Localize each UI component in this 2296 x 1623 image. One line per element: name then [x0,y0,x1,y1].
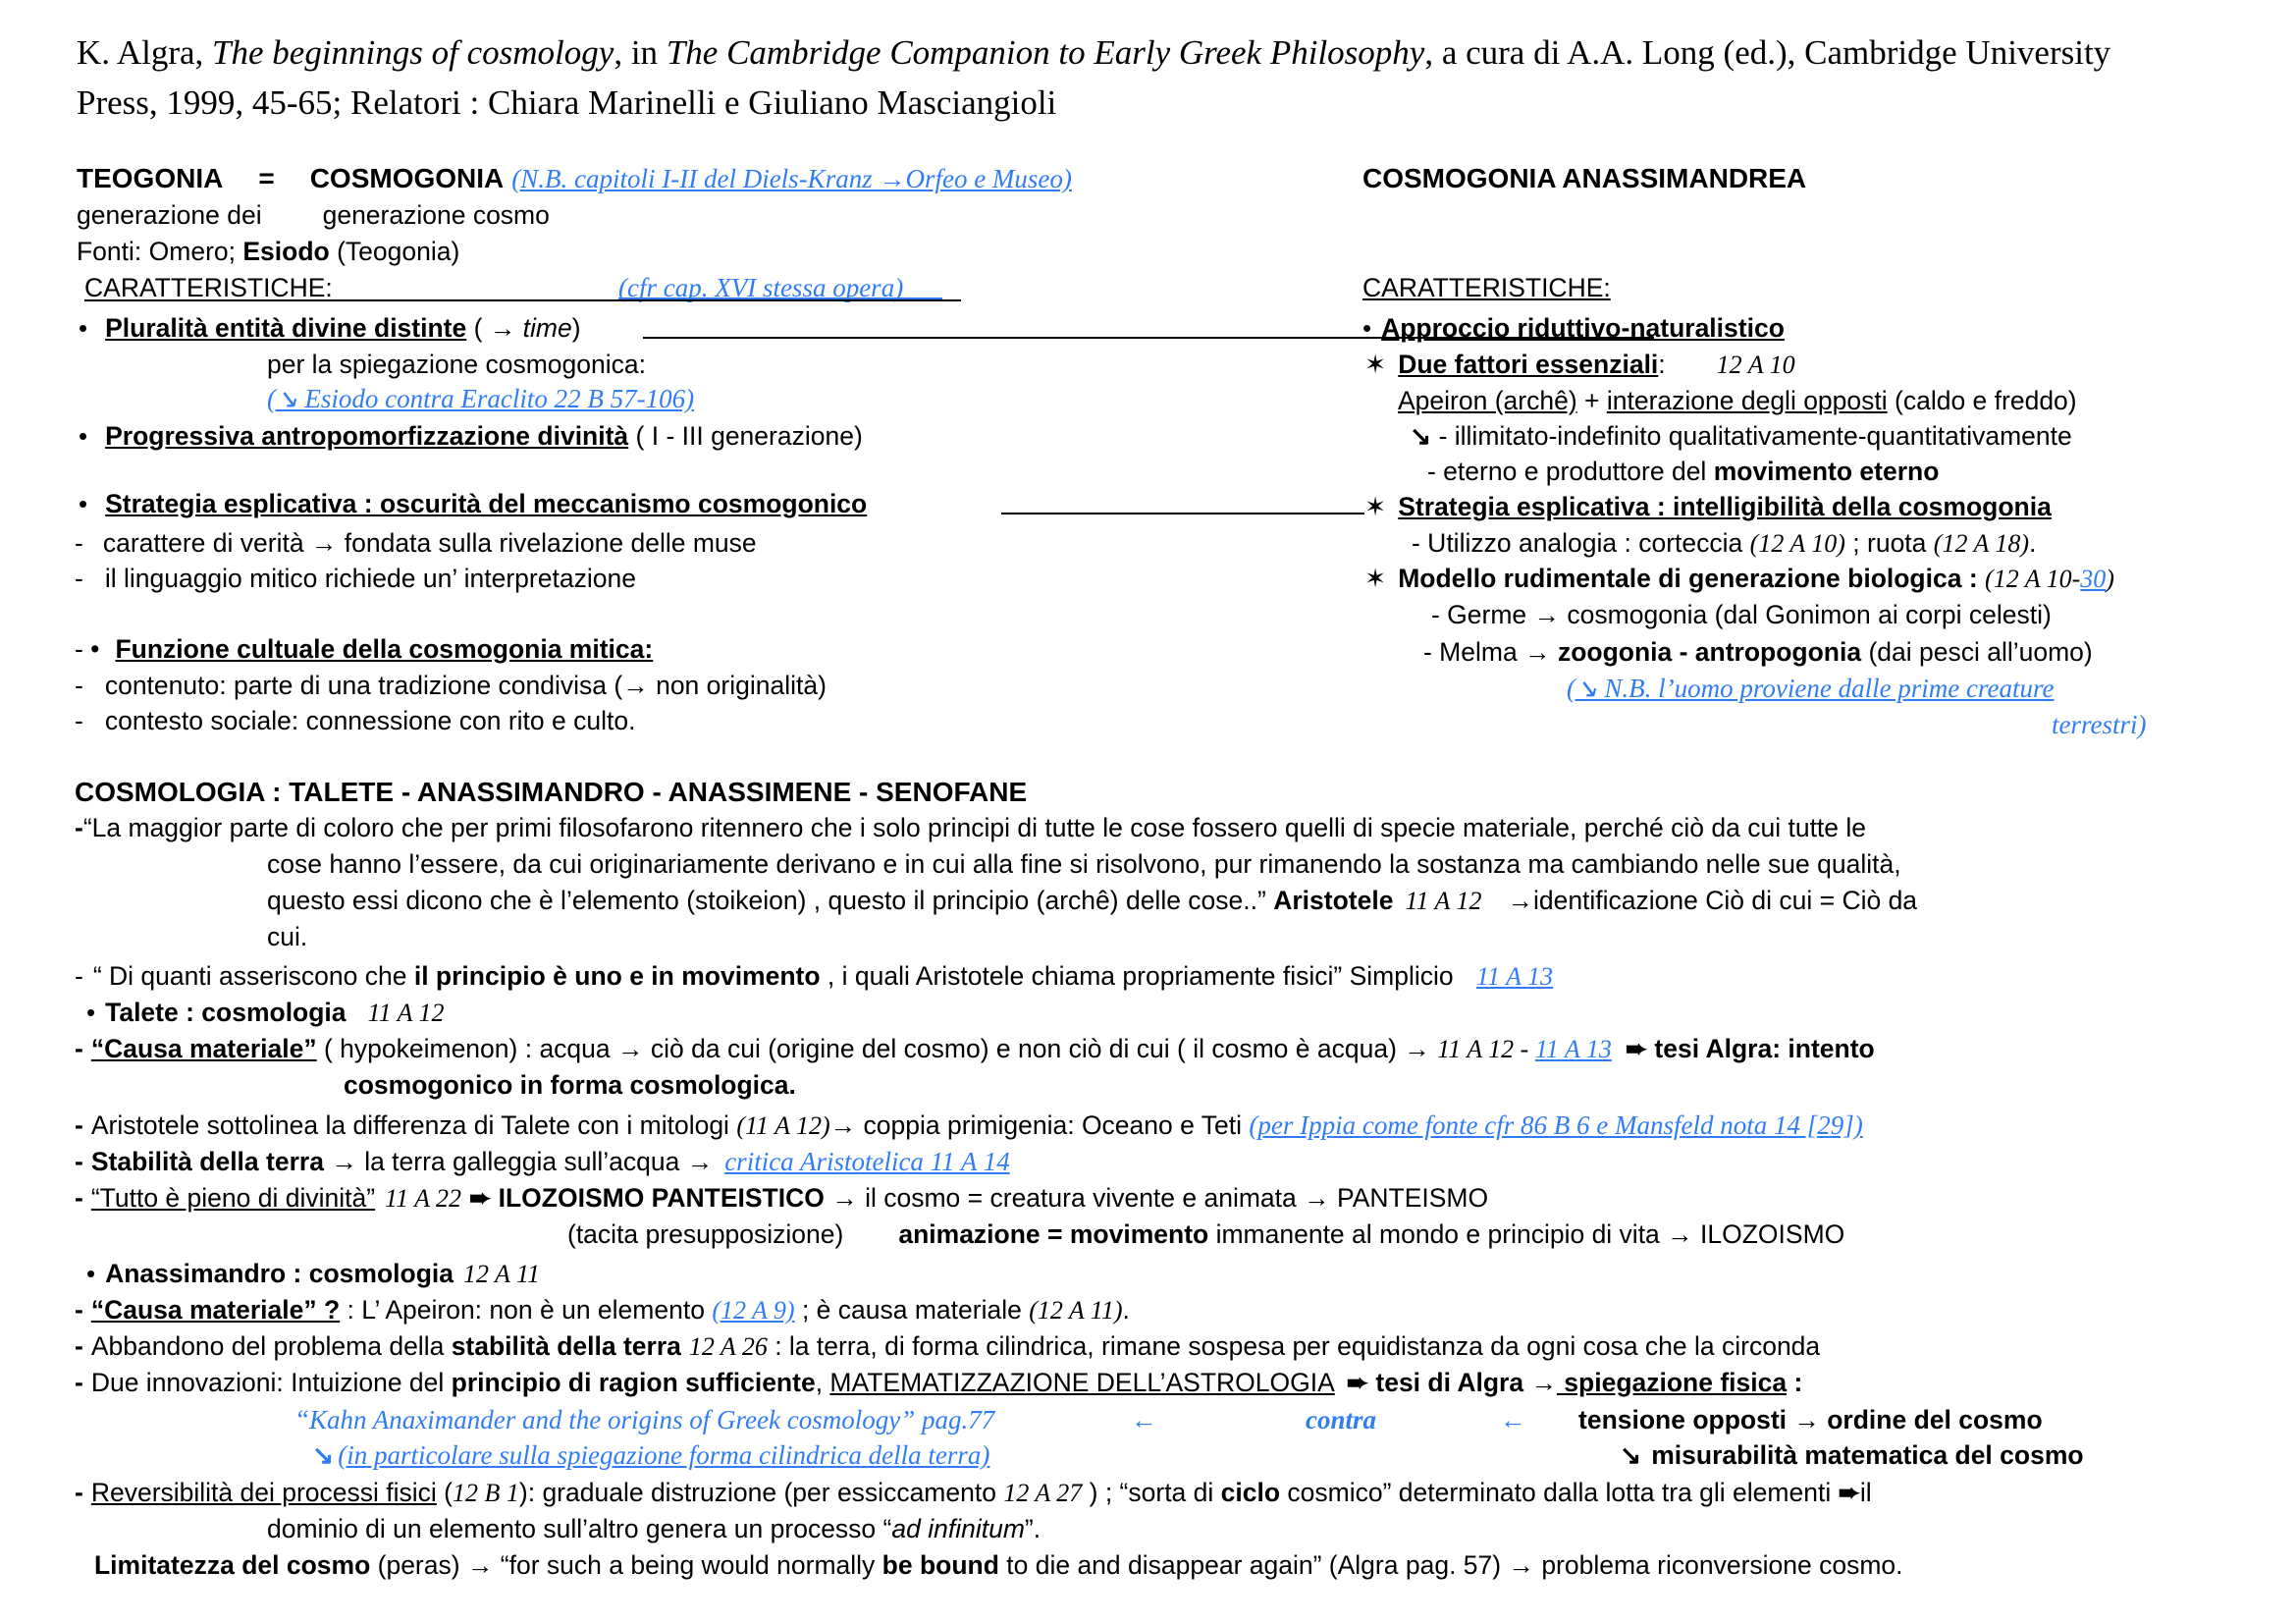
star-bullet-icon: ✶ [1364,564,1387,593]
limitatezza-cosmo-label: Limitatezza del cosmo [94,1550,371,1580]
note-uomo-creature[interactable] [1567,673,2055,705]
l4-text: contenuto: parte di una tradizione condivisa (→ non originalità) [104,671,827,700]
left-arrow-icon: ← [1500,1405,1526,1434]
apeiron-arche-label: Apeiron (archê) [1398,386,1577,415]
right-caratteristiche-label: CARATTERISTICHE: [1362,273,1611,302]
reversibilita-processi-label: Reversibilità dei processi fisici [90,1478,437,1507]
note-cfr-text[interactable]: (cfr cap. XVI stessa opera) [618,273,904,302]
quote-1-text-l3: questo essi dicono che è l’elemento (stoikeion) , questo il principio (archê) delle cose..” [267,886,1274,915]
cosmogonia-anassimandrea-label: COSMOGONIA ANASSIMANDREA [1362,163,1807,193]
ad-infinitum-text: ad infinitum [891,1514,1025,1543]
right-star-line-2 [1364,491,2052,523]
dominio-elemento-text: dominio di un elemento sull’altro genera un processo “ [267,1514,892,1543]
quote-2-text-a: “ Di quanti asseriscono che [92,961,414,991]
l5-text: contesto sociale: connessione con rito e culto. [104,706,636,735]
tensione-opposti-line [1578,1404,2043,1436]
note-uomo-text-line1[interactable]: (↘ N.B. l’uomo proviene dalle prime creature [1567,674,2055,703]
right-bullet-1 [1362,312,1785,345]
dash-marker: - [75,813,83,842]
cosmico-text: cosmico” determinato dalla lotta tra gli elementi [1280,1478,1839,1507]
approccio-riduttivo-label: Approccio riduttivo-naturalistico [1381,313,1785,343]
limitatezza-cosmo-line [94,1549,1903,1582]
ref-link-11a13-b[interactable]: 11 A 13 [1534,1035,1612,1063]
kahn-title-text[interactable]: “Kahn Anaximander and the origins of Greek cosmology” pag.77 [294,1405,995,1434]
right-arrow-icon: → [686,1147,714,1176]
b1-paren-open: ( [466,313,490,343]
terra-cilindrica-text: : la terra, di forma cilindrica, rimane sospesa per equidistanza da ogni cosa che la circonda [767,1331,1821,1361]
quote-1-line-3 [267,885,1917,917]
ref-link-11a13[interactable]: 11 A 13 [1476,962,1554,991]
apeiron-non-elemento-text: : L’ Apeiron: non è un elemento [340,1295,713,1325]
aristotele-label: Aristotele [1273,886,1394,915]
tutto-pieno-divinita-label: “Tutto è pieno di divinità” [90,1183,376,1213]
bullet-dot-icon: • [86,998,96,1027]
fonti-row [77,236,459,268]
ref-11a12-talete: 11 A 12 [367,999,445,1027]
left-bullet-3 [79,488,867,520]
anassimandro-cosmologia-line [86,1258,540,1290]
ciclo-label: ciclo [1220,1478,1281,1507]
teogonia-label: TEOGONIA [77,163,224,193]
panteismo-text: → il cosmo = creatura vivente e animata → PANTEISMO [824,1183,1489,1213]
tacita-presupposizione-line [567,1218,1844,1251]
progressiva-antropomorfizzazione-label: Progressiva antropomorfizzazione divinità [105,421,629,451]
right-arrow-icon: → [323,1147,357,1176]
causa-materiale-question-label: “Causa materiale” ? [90,1295,341,1325]
teogonia-heading [77,162,1072,195]
right-arrow-icon: → [829,1110,857,1140]
stabilita-terra-label-b: stabilità della terra [451,1331,681,1361]
paren-open: ( [436,1478,453,1507]
down-right-arrow-icon: ↘ [1620,1440,1642,1470]
dash-marker: - [75,564,83,593]
ref-12a10-30-c: ) [2106,565,2114,593]
period: . [2029,528,2037,558]
right-star-line-3 [1364,563,2114,595]
right-star-line-1 [1364,349,1795,381]
dash-marker: - [75,1034,83,1063]
b2-generazione-range: ( I - III generazione) [628,421,863,451]
l1-text-b: fondata sulla rivelazione delle muse [337,528,757,558]
fonti-esiodo: Esiodo [242,237,330,266]
citation-editor: , a cura di A.A. Long (ed.), Cambridge University [1424,33,2111,72]
generazione-dei-label: generazione dei [77,200,262,230]
utilizzo-analogia-text: - Utilizzo analogia : corteccia [1412,528,1750,558]
kahn-arrow-1 [1131,1404,1157,1436]
funzione-cultuale-label: Funzione cultuale della cosmogonia mitica: [115,634,654,664]
causa-materiale-text: ; è causa materiale [794,1295,1030,1325]
cosmogonia-anassimandrea-heading [1362,162,1806,194]
equals-sign: = [258,163,275,193]
ref-11a12-b: 11 A 12 [1437,1035,1515,1063]
thick-right-arrow-icon: ➨ [469,1183,492,1213]
causa-materiale-label: “Causa materiale” [90,1034,317,1063]
right-analogia-line [1412,527,2036,560]
tensione-opposti-text: tensione opposti → ordine del cosmo [1578,1405,2043,1434]
bullet-dot-icon: • [86,1259,96,1288]
ref-12a26: 12 A 26 [688,1332,768,1361]
note-cfr-underline [618,298,942,299]
dash-marker: - [75,1331,83,1361]
down-right-arrow-icon: ↘ [312,1440,335,1470]
right-germe-line [1431,599,2052,631]
comma: , [815,1368,830,1397]
fonti-prefix: Fonti: Omero; [77,237,243,266]
note-esiodo-eraclito[interactable] [267,383,694,415]
cosmologia-section-heading [75,776,1027,808]
immanente-mondo-text: immanente al mondo e principio di vita → ILOZOISMO [1208,1219,1845,1249]
note-diels-kranz[interactable]: (N.B. capitoli I-II del Diels-Kranz →Orfeo e Museo) [511,164,1072,193]
bullet-dot-icon: • [79,421,88,451]
ref-12a10-30-a: (12 A 10- [1985,565,2081,593]
tacita-presupposizione-label: (tacita presupposizione) [567,1219,844,1249]
graduale-distruzione-text: ): graduale distruzione (per essiccamento [518,1478,1004,1507]
dash-marker: - [75,1478,83,1507]
caldo-freddo-text: (caldo e freddo) [1887,386,2077,415]
melma-text-a: - Melma [1423,637,1525,667]
right-arrow-icon: → [1533,600,1561,629]
germe-text-b: cosmogonia (dal Gonimon ai corpi celesti) [1560,600,2052,629]
modello-rudimentale-label: Modello rudimentale di generazione biologica [1398,564,1962,593]
right-illimitato-line [1410,420,2072,453]
bullet-dot-icon: • [79,313,88,343]
be-bound-label: be bound [881,1550,999,1580]
kahn-arrow-2 [1500,1404,1526,1436]
spiegazione-fisica-label: spiegazione fisica [1556,1368,1788,1397]
document-citation-header [77,27,2226,128]
quote-2-text-c: , i quali Aristotele chiama propriamente fisici” Simplicio [820,961,1462,991]
pluralita-entita-label: Pluralità entità divine distinte [105,313,467,343]
aristotele-differenza-text: Aristotele sottolinea la differenza di Talete con i mitologi [90,1110,737,1140]
due-innovazioni-line [75,1367,1802,1399]
quote-1-text-l1: “La maggior parte di coloro che per primi filosofarono ritennero che i solo principi di tutte le cose fossero quelli di specie materiale, perché ciò da cui tutte le [82,813,1867,842]
colon: : [1787,1368,1803,1397]
thick-right-arrow-icon: ➨ [1838,1478,1860,1507]
l2-text: il linguaggio mitico richiede un’ interpretazione [104,564,636,593]
plus-sign: + [1576,386,1607,415]
left-bullet-2 [79,420,863,453]
ruota-text: ; ruota [1844,528,1934,558]
b3-trailing-rule [1001,513,1364,514]
right-arrow-icon: → [1524,637,1551,667]
zoogonia-antropogonia-label: zoogonia - antropogonia [1550,637,1862,667]
cosmogonia-label: COSMOGONIA [309,163,505,193]
ref-12a18-ruota: (12 A 18) [1933,529,2030,558]
due-fattori-essenziali-label: Due fattori essenziali [1398,350,1659,379]
thick-right-arrow-icon: ➨ [1346,1368,1369,1397]
strategia-esplicativa-left-label: Strategia esplicativa : oscurità del meccanismo cosmogonico [105,489,868,518]
left-bullet-1-sub: per la spiegazione cosmogonica: [267,350,646,379]
principio-ragion-sufficiente-label: principio di ragion sufficiente [451,1368,816,1397]
tesi-algra-label-b: tesi di Algra [1368,1368,1531,1397]
left-line-4 [75,670,827,702]
germe-text-a: - Germe [1431,600,1534,629]
l1-text-a: carattere di verità [102,528,311,558]
cosmogonico-forma-cosmologica-label: cosmogonico in forma cosmologica. [344,1070,796,1100]
left-line-3 [75,633,653,666]
ref-12a11-b: (12 A 11) [1029,1296,1123,1325]
left-bullet-1 [79,312,581,345]
citation-in: , in [614,33,667,72]
dash-marker: - [75,961,83,991]
fonti-suffix: (Teogonia) [329,237,460,266]
stabilita-della-terra-label: Stabilità della terra [90,1147,324,1176]
right-caratteristiche-heading [1362,272,1611,304]
peras-text: (peras) → “for such a being would normally [370,1550,882,1580]
ref-12a10: 12 A 10 [1716,351,1795,379]
talete-cosmologia-line [86,997,445,1029]
tesi-algra-label: tesi Algra: intento [1647,1034,1875,1063]
contra-label [1306,1404,1376,1436]
dash-marker: - [75,1295,83,1325]
identificazione-text: →identificazione Ciò di cui = Ciò da [1507,886,1918,915]
il-text: il [1859,1478,1872,1507]
eterno-text: - eterno e produttore del [1427,457,1714,486]
kahn-subnote-text[interactable]: (in particolare sulla spiegazione forma cilindrica della terra) [338,1440,990,1470]
right-apeiron-line [1398,385,2077,417]
matematizzazione-astrologia-label: MATEMATIZZAZIONE DELL’ASTROLOGIA [829,1368,1335,1397]
coppia-primigenia-text: coppia primigenia: Oceano e Teti [856,1110,1250,1140]
ref-12a11: 12 A 11 [463,1260,541,1288]
note-critica-aristotelica[interactable]: critica Aristotelica 11 A 14 [724,1147,1010,1176]
colon: : [1658,350,1666,379]
left-line-5 [75,705,635,737]
citation-book-title: The Cambridge Companion to Early Greek Philosophy [666,33,1425,72]
down-right-arrow-icon: ↘ [1410,421,1432,451]
star-bullet-icon: ✶ [1364,350,1387,379]
galleggia-acqua-text: la terra galleggia sull’acqua [356,1147,687,1176]
ref-12a10-corteccia: (12 A 10) [1749,529,1845,558]
right-arrow-icon: → [310,528,338,558]
citation-author: K. Algra, [77,33,213,72]
note-ippia-mansfeld[interactable]: (per Ippia come fonte cfr 86 B 6 e Mansfeld nota 14 [29]) [1249,1110,1863,1140]
ref-11a22: 11 A 22 [385,1184,462,1213]
citation-article-title: The beginnings of cosmology [212,33,614,72]
causa-materiale-talete-line2 [344,1069,796,1102]
dash-marker: - [75,706,83,735]
bullet-dot-icon: • [1362,313,1372,343]
strategia-esplicativa-right-label: Strategia esplicativa : intelligibilità della cosmogonia [1398,492,2052,521]
note-esiodo-text[interactable]: (↘ Esiodo contra Eraclito 22 B 57-106) [267,384,695,413]
quote-1-line-4: cui. [267,922,308,951]
quote-2-line [75,960,1553,993]
b1-time-word: time [515,313,572,343]
ref-link-30[interactable]: 30 [2080,565,2107,593]
due-innovazioni-text: Due innovazioni: Intuizione del [90,1368,452,1397]
dash-marker: - [75,1368,83,1397]
reversibilita-line-2 [267,1513,1041,1545]
dash-marker: - [75,528,83,558]
note-uomo-text-line2[interactable]: terrestri) [2052,710,2147,739]
abbandono-text: Abbandono del problema della [90,1331,452,1361]
star-bullet-icon: ✶ [1364,492,1387,521]
thick-right-arrow-icon: ➨ [1625,1034,1648,1063]
hypokeimenon-text: ( hypokeimenon) : acqua [316,1034,618,1063]
animazione-movimento-label: animazione = movimento [898,1219,1209,1249]
left-line-2 [75,563,636,595]
cosmologia-title-label: COSMOLOGIA : TALETE - ANASSIMANDRO - ANASSIMENE - SENOFANE [75,777,1028,807]
reversibilita-line [75,1477,1872,1509]
causa-materiale-anassimandro-line [75,1294,1130,1326]
ilozoismo-panteistico-label: ILOZOISMO PANTEISTICO [491,1183,825,1213]
movimento-eterno-label: movimento eterno [1713,457,1940,486]
principio-uno-movimento-label: il principio è uno e in movimento [413,961,821,991]
right-eterno-line [1427,456,1939,488]
abbandono-stabilita-line [75,1330,1820,1363]
sorta-di-text: ) ; “sorta di [1082,1478,1221,1507]
left-line-1 [75,527,757,560]
ref-11a12-c: (11 A 12) [736,1111,830,1140]
right-arrow-icon: → [489,313,516,343]
dash-marker: - [75,1183,83,1213]
generazione-row [77,199,550,232]
caratteristiche-underline [84,299,961,301]
melma-text-b: (dai pesci all’uomo) [1861,637,2093,667]
anassimandro-cosmologia-label: Anassimandro : cosmologia [105,1259,454,1288]
quote-1-line-2: cose hanno l’essere, da cui originariamente derivano e in cui alla fine si risolvono, pur rimanendo la sostanza ma cambiando nelle sue qualità, [267,849,1901,879]
colon: : [1961,564,1986,593]
misurabilita-matematica-text: misurabilità matematica del cosmo [1651,1440,2084,1470]
dash-marker: - [75,671,83,700]
stabilita-terra-talete-line [75,1146,1010,1178]
ref-link-12a9[interactable]: (12 A 9) [712,1296,795,1325]
ref-12a27: 12 A 27 [1003,1479,1083,1507]
bullet-dot-icon: • [79,489,88,518]
kahn-citation[interactable] [294,1404,994,1436]
causa-materiale-talete-line [75,1033,1875,1065]
dash-bullet-marker: - • [75,634,100,664]
note-uomo-creature-line2[interactable] [2052,709,2147,741]
dash-marker: - [75,1147,83,1176]
illimitato-text: - illimitato-indefinito qualitativamente-quantitativamente [1431,421,2072,451]
right-arrow-icon: → [617,1034,644,1063]
ilozoismo-panteistico-line [75,1182,1488,1215]
misurabilita-line [1620,1439,2084,1472]
quote-1-line-1 [75,812,1866,844]
citation-line-2: Press, 1999, 45-65; Relatori : Chiara Marinelli e Giuliano Masciangioli [77,83,1057,122]
generazione-cosmo-label: generazione cosmo [322,200,550,230]
quote-close: ”. [1024,1514,1041,1543]
left-caratteristiche-label: CARATTERISTICHE: [84,273,333,302]
kahn-subnote[interactable] [312,1439,989,1472]
b1-paren-close: ) [571,313,581,343]
right-arrow-icon: → [1530,1368,1557,1397]
talete-cosmologia-label: Talete : cosmologia [105,998,347,1027]
cio-da-cui-text: ciò da cui (origine del cosmo) e non ciò di cui ( il cosmo è acqua) → [643,1034,1438,1063]
right-melma-line [1423,636,2093,669]
citation-line-1 [77,27,2226,78]
interazione-opposti-label: interazione degli opposti [1606,386,1888,415]
aristotele-mitologi-line [75,1109,1863,1142]
ref-separator: - [1514,1035,1535,1063]
ref-12b1: 12 B 1 [453,1479,519,1507]
dash-marker: - [75,1110,83,1140]
left-arrow-icon: ← [1131,1405,1157,1434]
algra-pag57-text: to die and disappear again” (Algra pag. 57) → problema riconversione cosmo. [998,1550,1903,1580]
ref-11a12: 11 A 12 [1405,887,1482,915]
contra-text: contra [1306,1405,1377,1434]
period: . [1122,1295,1130,1325]
